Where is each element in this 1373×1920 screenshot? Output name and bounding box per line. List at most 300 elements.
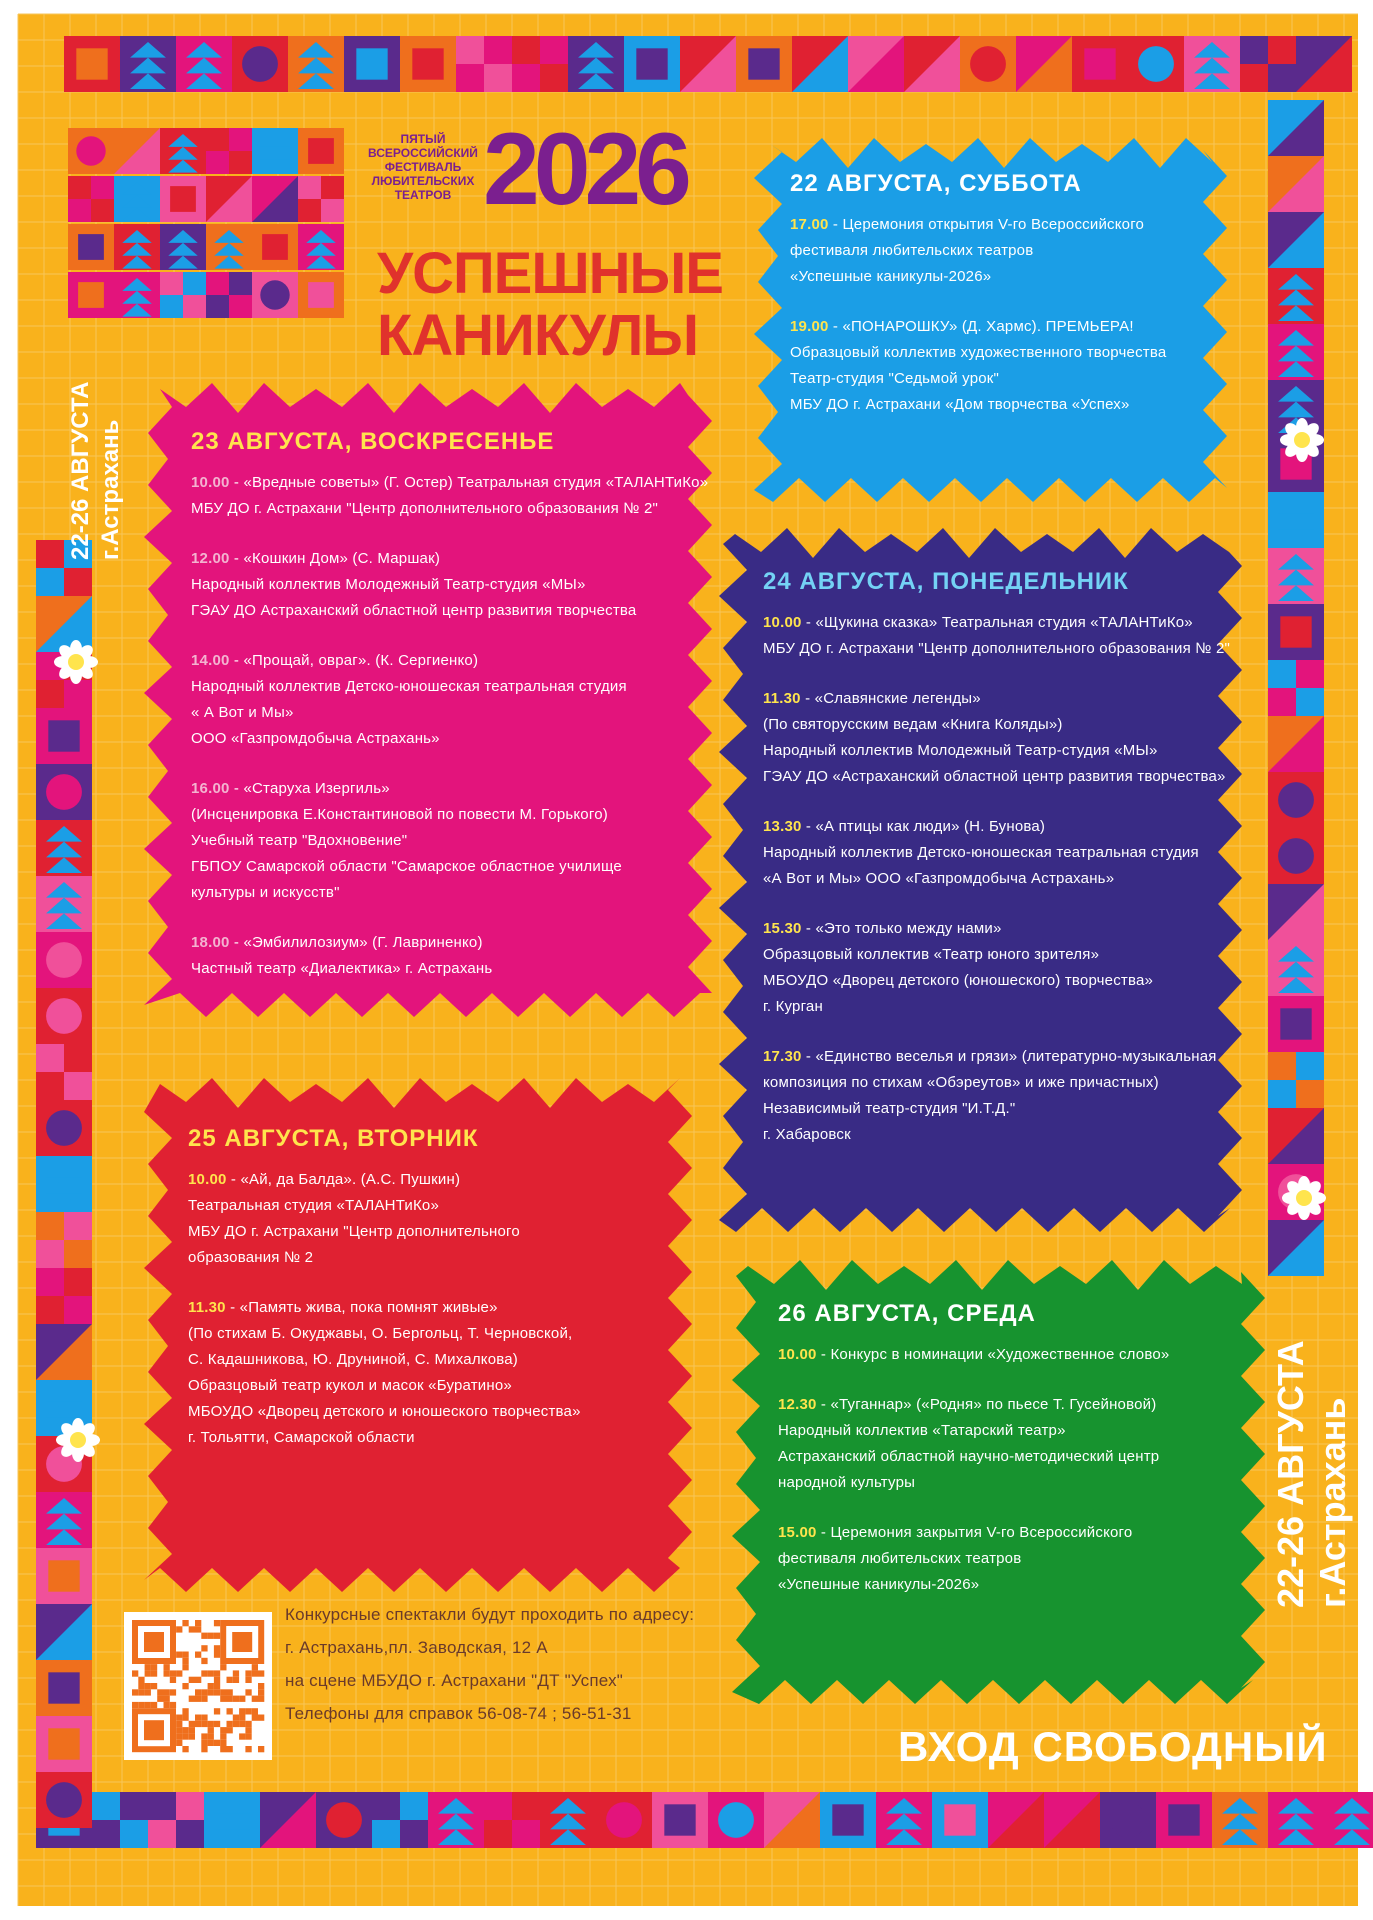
event-text: Частный театр «Диалектика» г. Астрахань [191, 960, 493, 977]
qr-code [144, 1632, 164, 1652]
small-title-line: ВСЕРОССИЙСКИЙ [368, 146, 478, 160]
schedule-event [790, 314, 1230, 418]
border-tile-top [748, 48, 779, 79]
event-detail-line [188, 1219, 658, 1245]
qr-code [151, 1664, 157, 1670]
logo-mosaic-tile [68, 176, 91, 199]
logo-mosaic-tile [262, 234, 288, 260]
qr-code [252, 1696, 258, 1702]
day-block-aug24 [763, 568, 1233, 1172]
venue-line: г. Астрахань,пл. Заводская, 12 А [285, 1638, 548, 1657]
event-time: 19.00 [790, 318, 829, 335]
event-text: композиция по стихам «Обэреутов» и иже причастных) [763, 1074, 1159, 1091]
small-title-line: ФЕСТИВАЛЬ [384, 160, 462, 174]
event-text: образования № 2 [188, 1249, 314, 1266]
daisy-flower-icon [70, 1432, 86, 1448]
qr-code [220, 1746, 226, 1752]
qr-code [189, 1721, 195, 1727]
border-tile-top [1240, 36, 1268, 64]
qr-code [227, 1708, 233, 1714]
qr-code [182, 1658, 188, 1664]
event-text: С. Кадашникова, Ю. Друниной, С. Михалкова) [188, 1351, 518, 1368]
side-dates-range: 22-26 АВГУСТА [1270, 1340, 1311, 1608]
qr-code [208, 1740, 214, 1746]
event-text: г. Тольятти, Самарской области [188, 1429, 415, 1446]
qr-code [258, 1670, 264, 1676]
event-text: - «ПОНАРОШКУ» (Д. Хармс). ПРЕМЬЕРА! [828, 318, 1134, 335]
qr-code [145, 1689, 151, 1695]
qr-code [233, 1696, 239, 1702]
qr-code [151, 1683, 157, 1689]
schedule-event [188, 1295, 658, 1451]
logo-mosaic-tile [91, 199, 114, 222]
qr-code [239, 1721, 245, 1727]
event-text: ООО «Газпромдобыча Астрахань» [191, 730, 440, 747]
event-detail-line [188, 1399, 658, 1425]
schedule-event [191, 470, 711, 522]
qr-code [189, 1626, 195, 1632]
qr-code [252, 1670, 258, 1676]
event-text: культуры и искусств" [191, 884, 340, 901]
qr-code [245, 1727, 251, 1733]
border-tile-left [64, 568, 92, 596]
qr-code [208, 1733, 214, 1739]
qr-code [132, 1670, 138, 1676]
border-tile-left [36, 1044, 64, 1072]
border-tile-left [64, 1240, 92, 1268]
qr-code [227, 1746, 233, 1752]
event-detail-line [191, 726, 711, 752]
event-time: 17.00 [790, 216, 829, 233]
qr-code [138, 1677, 144, 1683]
event-headline [763, 1044, 1233, 1070]
free-entry-label: ВХОД СВОБОДНЫЙ [898, 1723, 1328, 1770]
daisy-flower-icon [68, 654, 84, 670]
event-text: Народный коллектив Детско-юношеская театральная студия [763, 844, 1199, 861]
daisy-flower-icon [1294, 432, 1310, 448]
event-text: «Успешные каникулы-2026» [778, 1576, 980, 1593]
event-time: 15.00 [778, 1524, 817, 1541]
event-headline [191, 930, 711, 956]
qr-code [182, 1746, 188, 1752]
event-text: - «Эмбилилозиум» (Г. Лавриненко) [229, 934, 483, 951]
qr-code [245, 1670, 251, 1676]
event-detail-line [191, 496, 711, 522]
event-detail-line [191, 598, 711, 624]
qr-code [220, 1733, 226, 1739]
event-text: Образцовый коллектив художественного творчества [790, 344, 1167, 361]
event-time: 10.00 [763, 614, 802, 631]
qr-code [233, 1721, 239, 1727]
event-text: (По святорусским ведам «Книга Коляды») [763, 716, 1063, 733]
day-title: 22 АВГУСТА, СУББОТА [790, 170, 1082, 197]
schedule-event [763, 1044, 1233, 1148]
event-text: Учебный театр "Вдохновение" [191, 832, 408, 849]
border-tile-left [48, 1728, 79, 1759]
schedule-event [790, 212, 1230, 290]
schedule-event [191, 930, 711, 982]
border-tile-bottom [120, 1820, 148, 1848]
qr-code [227, 1677, 233, 1683]
day-title: 25 АВГУСТА, ВТОРНИК [188, 1125, 479, 1152]
event-text: МБУ ДО г. Астрахани "Центр дополнительного образования № 2" [191, 500, 659, 517]
event-detail-line [188, 1425, 658, 1451]
festival-small-title [368, 132, 478, 202]
qr-code [138, 1702, 144, 1708]
event-detail-line [763, 1070, 1233, 1096]
border-tile-bottom [148, 1792, 176, 1820]
qr-code [201, 1715, 207, 1721]
border-tile-top [636, 48, 667, 79]
event-detail-line [778, 1546, 1248, 1572]
event-text: (По стихам Б. Окуджавы, О. Бергольц, Т. Черновской, [188, 1325, 573, 1342]
event-text: ГЭАУ ДО Астраханский областной центр развития творчества [191, 602, 637, 619]
schedule-event [191, 546, 711, 624]
qr-code [201, 1740, 207, 1746]
event-time: 14.00 [191, 652, 230, 669]
qr-code [227, 1721, 233, 1727]
qr-code [145, 1670, 151, 1676]
event-text: ГЭАУ ДО «Астраханский областной центр развития творчества» [763, 768, 1226, 785]
qr-code [176, 1626, 182, 1632]
qr-code [144, 1720, 164, 1740]
qr-code [252, 1715, 258, 1721]
schedule-event [778, 1392, 1248, 1496]
qr-code [164, 1689, 170, 1695]
logo-mosaic-tile [321, 199, 344, 222]
border-tile-bottom [606, 1802, 642, 1838]
qr-code [182, 1664, 188, 1670]
event-detail-line [778, 1572, 1248, 1598]
qr-code [201, 1721, 207, 1727]
event-detail-line [778, 1418, 1248, 1444]
event-headline [790, 212, 1230, 238]
qr-code [245, 1708, 251, 1714]
event-time: 15.30 [763, 920, 802, 937]
qr-code [145, 1664, 151, 1670]
qr-code [164, 1664, 170, 1670]
qr-code [138, 1689, 144, 1695]
qr-code [182, 1708, 188, 1714]
event-detail-line [790, 264, 1230, 290]
border-tile-bottom [326, 1802, 362, 1838]
event-text: Народный коллектив «Татарский театр» [778, 1422, 1066, 1439]
qr-code [170, 1677, 176, 1683]
qr-code [214, 1740, 220, 1746]
qr-code [214, 1689, 220, 1695]
event-headline [191, 776, 711, 802]
qr-code [214, 1721, 220, 1727]
event-headline [191, 546, 711, 572]
qr-code [132, 1702, 138, 1708]
event-time: 11.30 [188, 1299, 226, 1316]
qr-code [214, 1683, 220, 1689]
qr-code [252, 1708, 258, 1714]
border-tile-top [1084, 48, 1115, 79]
border-tile-right [1278, 838, 1314, 874]
event-text: Народный коллектив Молодежный Театр-студия «МЫ» [191, 576, 586, 593]
qr-code [245, 1689, 251, 1695]
logo-mosaic-tile [229, 151, 252, 174]
qr-code [239, 1708, 245, 1714]
qr-code [189, 1677, 195, 1683]
border-tile-top [1268, 64, 1296, 92]
event-detail-line [188, 1193, 658, 1219]
event-headline [763, 916, 1233, 942]
border-tile-bottom [400, 1820, 428, 1848]
qr-code [164, 1670, 170, 1676]
event-detail-line [763, 968, 1233, 994]
border-tile-left [36, 1212, 64, 1240]
event-time: 11.30 [763, 690, 801, 707]
event-text: фестиваля любительских театров [778, 1550, 1022, 1567]
event-detail-line [790, 238, 1230, 264]
event-text: Образцовый театр кукол и масок «Буратино» [188, 1377, 512, 1394]
qr-code [201, 1746, 207, 1752]
qr-code [245, 1677, 251, 1683]
event-detail-line [763, 738, 1233, 764]
border-tile-right [1296, 1080, 1324, 1108]
qr-code [132, 1689, 138, 1695]
schedule-event [763, 814, 1233, 892]
qr-code [208, 1727, 214, 1733]
qr-code [157, 1689, 163, 1695]
qr-code [258, 1746, 264, 1752]
qr-code [214, 1620, 220, 1626]
event-text: народной культуры [778, 1474, 916, 1491]
event-text: Независимый театр-студия "И.Т.Д." [763, 1100, 1016, 1117]
event-time: 12.30 [778, 1396, 817, 1413]
event-headline [778, 1342, 1248, 1368]
qr-code [182, 1652, 188, 1658]
border-tile-bottom [484, 1792, 512, 1820]
event-text: Астраханский областной научно-методический центр [778, 1448, 1160, 1465]
qr-code [220, 1727, 226, 1733]
border-tile-bottom [832, 1804, 863, 1835]
event-text: - «А птицы как люди» (Н. Бунова) [801, 818, 1046, 835]
border-tile-bottom [944, 1804, 975, 1835]
qr-code [170, 1689, 176, 1695]
event-detail-line [763, 712, 1233, 738]
event-detail-line [763, 764, 1233, 790]
side-dates-range: 22-26 АВГУСТА [67, 381, 94, 560]
qr-code [214, 1677, 220, 1683]
event-detail-line [778, 1470, 1248, 1496]
event-text: - «Память жива, пока помнят живые» [225, 1299, 498, 1316]
event-text: - «Прощай, овраг». (К. Сергиенко) [229, 652, 479, 669]
event-text: фестиваля любительских театров [790, 242, 1034, 259]
event-detail-line [191, 956, 711, 982]
event-text: - Церемония открытия V-го Всероссийского [828, 216, 1145, 233]
border-tile-top [242, 46, 278, 82]
border-tile-left [36, 1268, 64, 1296]
event-detail-line [763, 866, 1233, 892]
event-detail-line [763, 994, 1233, 1020]
event-text: - «Единство веселья и грязи» (литературно-музыкальная [801, 1048, 1217, 1065]
border-tile-bottom [92, 1792, 120, 1820]
qr-code [227, 1696, 233, 1702]
logo-mosaic-tile [206, 272, 229, 295]
event-detail-line [763, 942, 1233, 968]
qr-code [245, 1721, 251, 1727]
event-time: 10.00 [188, 1171, 227, 1188]
logo-mosaic-tile [78, 234, 104, 260]
border-tile-right [1268, 1052, 1296, 1080]
qr-code [233, 1715, 239, 1721]
qr-code [208, 1721, 214, 1727]
qr-code [189, 1733, 195, 1739]
border-tile-left [46, 942, 82, 978]
border-tile-left [46, 774, 82, 810]
event-text: Театр-студия "Седьмой урок" [790, 370, 1000, 387]
qr-code [214, 1652, 220, 1658]
qr-code [195, 1626, 201, 1632]
qr-code [195, 1652, 201, 1658]
event-detail-line [778, 1444, 1248, 1470]
daisy-flower-icon [1296, 1190, 1312, 1206]
venue-info [285, 1598, 694, 1730]
event-text: «Успешные каникулы-2026» [790, 268, 992, 285]
small-title-line: ТЕАТРОВ [394, 188, 452, 202]
event-text: - «Туганнар» («Родня» по пьесе Т. Гусейновой) [816, 1396, 1157, 1413]
event-headline [763, 610, 1233, 636]
qr-code [195, 1677, 201, 1683]
qr-code [151, 1702, 157, 1708]
qr-code [176, 1670, 182, 1676]
event-time: 16.00 [191, 780, 230, 797]
event-detail-line [188, 1321, 658, 1347]
border-tile-top [456, 36, 484, 64]
event-time: 12.00 [191, 550, 230, 567]
event-text: г. Курган [763, 998, 823, 1015]
event-headline [778, 1520, 1248, 1546]
side-dates-right [1270, 1340, 1354, 1608]
qr-code [220, 1740, 226, 1746]
venue-line: на сцене МБУДО г. Астрахани "ДТ "Успех" [285, 1671, 624, 1690]
qr-code [220, 1664, 226, 1670]
event-headline [790, 314, 1230, 340]
border-tile-bottom [718, 1802, 754, 1838]
border-tile-left [64, 680, 92, 708]
day-block-aug25 [188, 1125, 658, 1475]
event-text: Народный коллектив Детско-юношеская театральная студия [191, 678, 627, 695]
event-time: 18.00 [191, 934, 230, 951]
festival-title-line1: УСПЕШНЫЕ [377, 241, 723, 306]
day-title: 23 АВГУСТА, ВОСКРЕСЕНЬЕ [191, 428, 555, 455]
qr-code [170, 1670, 176, 1676]
border-tile-left [46, 1782, 82, 1818]
event-detail-line [790, 340, 1230, 366]
event-text: Народный коллектив Молодежный Театр-студия «МЫ» [763, 742, 1158, 759]
qr-code [208, 1633, 214, 1639]
day-block-aug26 [778, 1300, 1248, 1622]
event-detail-line [763, 1122, 1233, 1148]
event-detail-line [191, 700, 711, 726]
event-text: - «Щукина сказка» Театральная студия «ТАЛАНТиКо» [801, 614, 1193, 631]
border-tile-left [36, 540, 64, 568]
qr-code [195, 1620, 201, 1626]
event-detail-line [191, 572, 711, 598]
border-tile-bottom [512, 1820, 540, 1848]
qr-code [239, 1696, 245, 1702]
event-headline [188, 1295, 658, 1321]
event-text: МБУ ДО г. Астрахани «Дом творчества «Успех» [790, 396, 1130, 413]
logo-mosaic-tile [183, 295, 206, 318]
festival-title-line2: КАНИКУЛЫ [377, 303, 699, 368]
qr-code [245, 1746, 251, 1752]
qr-code [214, 1708, 220, 1714]
qr-code [201, 1645, 207, 1651]
qr-code [208, 1670, 214, 1676]
qr-code [220, 1689, 226, 1695]
logo-mosaic-tile [260, 280, 289, 309]
border-tile-right [1280, 616, 1311, 647]
border-tile-top [1138, 46, 1174, 82]
qr-code [176, 1740, 182, 1746]
event-text: Театральная студия «ТАЛАНТиКо» [188, 1197, 440, 1214]
qr-code [138, 1683, 144, 1689]
qr-code [258, 1715, 264, 1721]
qr-code [239, 1733, 245, 1739]
qr-code [151, 1670, 157, 1676]
day-block-aug23 [191, 428, 711, 1006]
logo-mosaic-tile [78, 282, 104, 308]
event-detail-line [790, 392, 1230, 418]
qr-code [245, 1733, 251, 1739]
event-headline [763, 686, 1233, 712]
event-headline [763, 814, 1233, 840]
event-text: МБОУДО «Дворец детского и юношеского творчества» [188, 1403, 581, 1420]
event-detail-line [763, 1096, 1233, 1122]
qr-code [157, 1696, 163, 1702]
schedule-event [763, 686, 1233, 790]
day-title: 24 АВГУСТА, ПОНЕДЕЛЬНИК [763, 568, 1129, 595]
schedule-event [763, 916, 1233, 1020]
qr-code [232, 1632, 252, 1652]
qr-code [182, 1620, 188, 1626]
event-text: - «Кошкин Дом» (С. Маршак) [229, 550, 441, 567]
event-text: - «Старуха Изергиль» [229, 780, 390, 797]
event-detail-line [188, 1245, 658, 1271]
border-tile-right [1278, 782, 1314, 818]
side-dates-city: г.Астрахань [97, 419, 124, 560]
qr-code [189, 1696, 195, 1702]
qr-code [201, 1689, 207, 1695]
border-tile-right [1268, 660, 1296, 688]
logo-mosaic-tile [76, 136, 105, 165]
qr-code [182, 1733, 188, 1739]
logo-mosaic-tile [229, 295, 252, 318]
border-tile-left [48, 1672, 79, 1703]
small-title-line: ПЯТЫЙ [400, 132, 446, 146]
qr-code [201, 1733, 207, 1739]
qr-code [258, 1696, 264, 1702]
qr-code [176, 1727, 182, 1733]
qr-code [208, 1683, 214, 1689]
qr-code [201, 1696, 207, 1702]
border-tile-right [1280, 1008, 1311, 1039]
qr-code [164, 1696, 170, 1702]
border-tile-left [46, 1110, 82, 1146]
qr-code [195, 1721, 201, 1727]
event-text: МБОУДО «Дворец детского (юношеского) творчества» [763, 972, 1154, 989]
event-text: - «Ай, да Балда». (А.С. Пушкин) [226, 1171, 461, 1188]
event-text: Образцовый коллектив «Театр юного зрителя» [763, 946, 1100, 963]
qr-code [201, 1658, 207, 1664]
event-text: МБУ ДО г. Астрахани "Центр дополнительного образования № 2" [763, 640, 1231, 657]
border-tile-left [64, 1296, 92, 1324]
day-title: 26 АВГУСТА, СРЕДА [778, 1300, 1036, 1327]
